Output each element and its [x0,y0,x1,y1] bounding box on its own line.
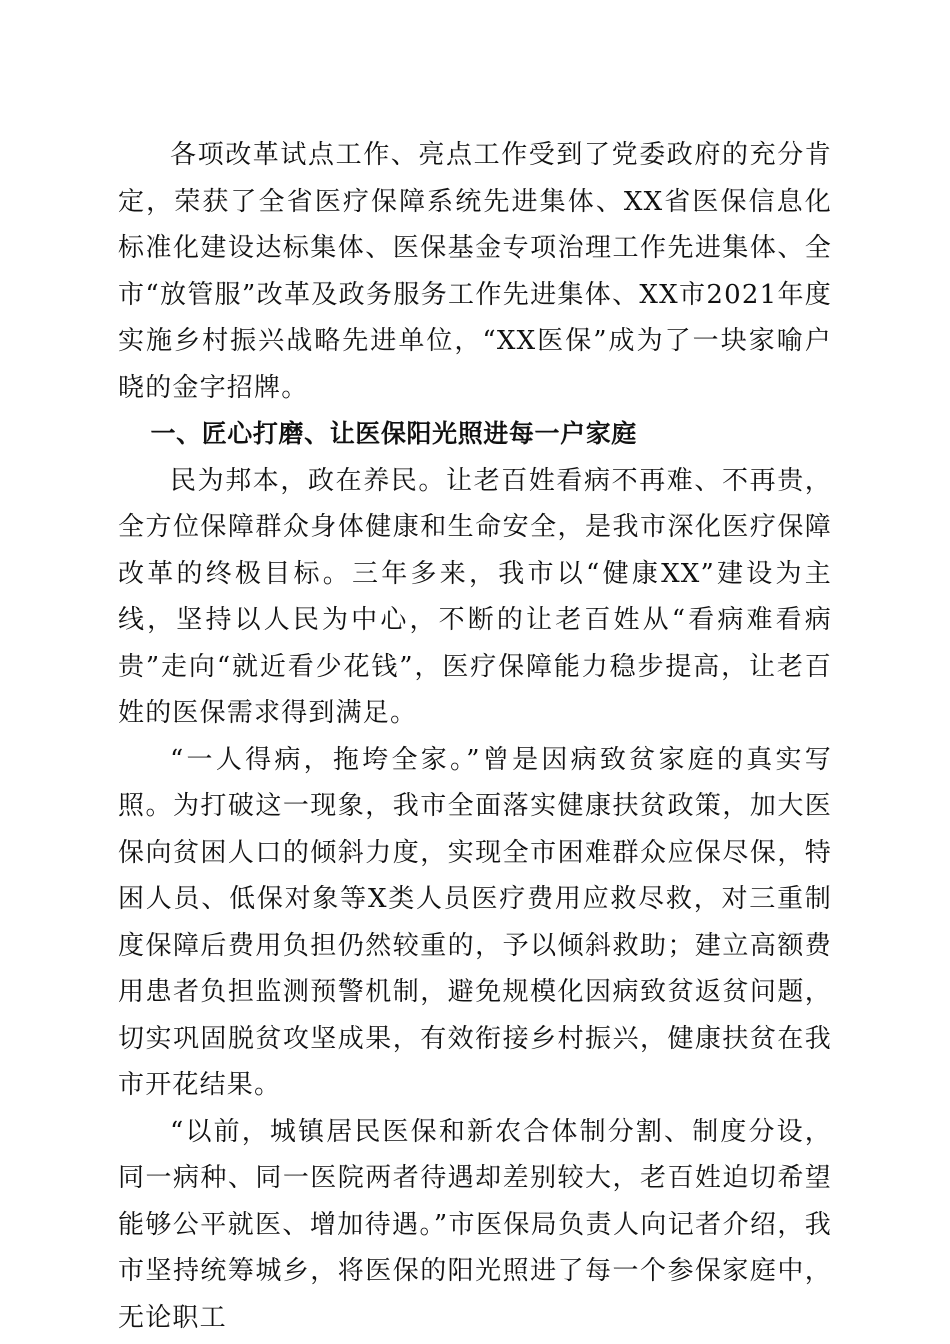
body-paragraph: 民为邦本，政在养民。让老百姓看病不再难、不再贵，全方位保障群众身体健康和生命安全，是我市深化医疗保障改革的终极目标。三年多来，我市以“健康XX”建设为主线，坚持以人民为中心，不断的让老百姓从“看病难看病贵”走向“就近看少花钱”，医疗保障能力稳步提高，让老百姓的医保需求得到满足。 [118,465,832,728]
section-heading: 一、匠心打磨、让医保阳光照进每一户家庭 [150,419,637,448]
body-paragraph: “以前，城镇居民医保和新农合体制分割、制度分设，同一病种、同一医院两者待遇却差别较大，老百姓迫切希望能够公平就医、增加待遇。”市医保局负责人向记者介绍，我市坚持统筹城乡，将医保的阳光照进了每一个参保家庭中，无论职工 [118,1116,832,1333]
intro-paragraph: 各项改革试点工作、亮点工作受到了党委政府的充分肯定，荣获了全省医疗保障系统先进集体、XX省医保信息化标准化建设达标集体、医保基金专项治理工作先进集体、全市“放管服”改革及政务服务工作先进集体、XX市2021年度实施乡村振兴战略先进单位，“XX医保”成为了一块家喻户晓的金字招牌。 [118,140,832,403]
document-body [118,132,832,1341]
body-paragraph: “一人得病，拖垮全家。”曾是因病致贫家庭的真实写照。为打破这一现象，我市全面落实健康扶贫政策，加大医保向贫困人口的倾斜力度，实现全市困难群众应保尽保，特困人员、低保对象等X类人员医疗费用应救尽救，对三重制度保障后费用负担仍然较重的，予以倾斜救助；建立高额费用患者负担监测预警机制，避免规模化因病致贫返贫问题，切实巩固脱贫攻坚成果，有效衔接乡村振兴，健康扶贫在我市开花结果。 [118,744,832,1100]
